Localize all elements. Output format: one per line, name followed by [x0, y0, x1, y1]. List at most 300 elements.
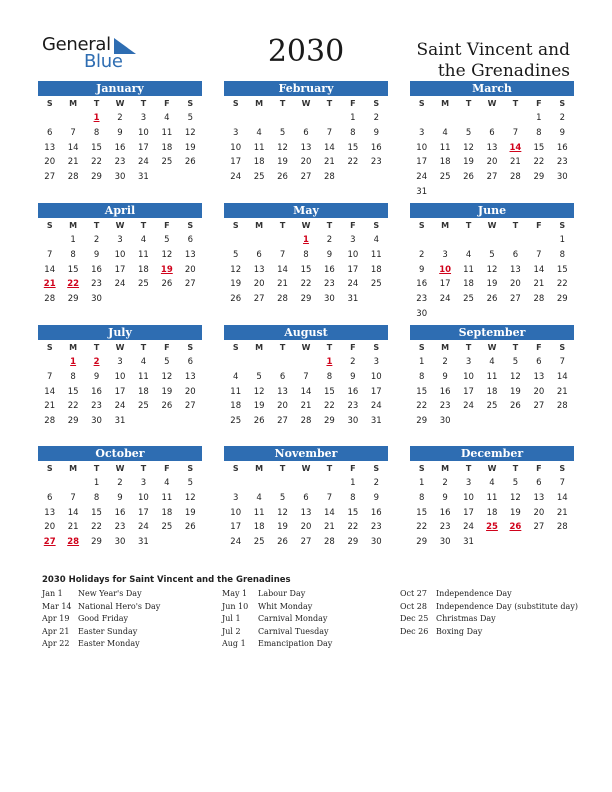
empty-day-cell — [457, 185, 480, 200]
empty-day-cell — [132, 292, 155, 307]
day-cell: 12 — [463, 142, 474, 153]
week-row — [38, 292, 202, 307]
day-cell: 18 — [486, 386, 498, 397]
holiday-date: Jul 1 — [222, 614, 241, 624]
weekday-label: F — [350, 221, 356, 230]
week-row — [410, 414, 574, 429]
day-cell: 7 — [326, 127, 333, 138]
day-cell: 6 — [512, 249, 519, 260]
day-cell: 23 — [347, 401, 359, 412]
empty-day-cell — [224, 476, 247, 491]
week-row — [38, 399, 202, 414]
day-cell: 15 — [300, 264, 312, 275]
weekday-label: T — [512, 99, 519, 108]
holiday-item — [42, 588, 212, 601]
day-cell: 7 — [303, 371, 309, 382]
day-cell: 29 — [533, 172, 545, 183]
day-cell: 6 — [303, 492, 309, 503]
empty-day-cell — [224, 355, 247, 370]
holiday-date: Oct 28 — [400, 601, 427, 611]
weekday-header-row — [410, 461, 574, 476]
day-cell: 11 — [439, 142, 451, 153]
day-cell: 6 — [47, 492, 53, 503]
day-cell: 24 — [230, 537, 242, 548]
day-cell: 9 — [93, 249, 100, 260]
day-cell: 1 — [350, 478, 356, 488]
day-cell: 17 — [230, 157, 242, 168]
weekday-label: T — [140, 343, 147, 352]
holiday-day-cell: 25 — [486, 522, 498, 533]
day-cell: 3 — [373, 357, 379, 367]
weekday-label: W — [487, 99, 497, 108]
day-cell: 3 — [233, 492, 239, 503]
day-cell: 12 — [510, 492, 521, 503]
empty-day-cell — [551, 185, 574, 200]
day-cell: 23 — [416, 294, 428, 305]
day-cell: 7 — [70, 492, 76, 503]
holiday-name: Emancipation Day — [258, 639, 333, 649]
day-cell: 20 — [44, 522, 56, 533]
week-row — [410, 155, 574, 170]
day-cell: 6 — [187, 357, 193, 367]
day-cell: 7 — [47, 249, 53, 260]
holiday-item — [400, 588, 582, 601]
empty-day-cell — [38, 476, 61, 491]
weekday-label: T — [465, 464, 472, 473]
week-row — [38, 520, 202, 535]
day-cell: 3 — [465, 357, 472, 367]
day-cell: 26 — [184, 522, 196, 533]
weekday-label: T — [140, 99, 147, 108]
weekday-header-row — [38, 96, 202, 111]
empty-day-cell — [527, 233, 550, 248]
week-row — [410, 111, 574, 126]
day-cell: 23 — [114, 522, 126, 533]
day-cell: 27 — [533, 522, 545, 533]
day-cell: 14 — [44, 386, 56, 397]
day-cell: 25 — [230, 416, 242, 427]
week-row — [224, 263, 388, 278]
holiday-date: Mar 14 — [42, 601, 72, 611]
day-cell: 18 — [463, 279, 474, 290]
empty-day-cell — [457, 307, 480, 322]
month-header: July — [38, 325, 202, 340]
day-cell: 4 — [373, 235, 379, 245]
day-cell: 10 — [114, 249, 126, 260]
holiday-list-title: 2030 Holidays for Saint Vincent and the Grenadines — [42, 575, 291, 585]
weekday-label: F — [536, 99, 542, 108]
holiday-item — [42, 638, 212, 651]
empty-day-cell — [155, 414, 178, 429]
day-cell: 2 — [419, 249, 425, 260]
day-cell: 8 — [93, 492, 100, 503]
week-row — [224, 535, 388, 550]
day-cell: 16 — [91, 264, 102, 275]
holiday-day-cell: 2 — [93, 357, 100, 367]
day-cell: 28 — [324, 172, 335, 183]
weekday-label: S — [418, 221, 425, 230]
day-cell: 18 — [161, 142, 173, 153]
weekday-label: T — [279, 343, 286, 352]
empty-day-cell — [271, 355, 294, 370]
day-cell: 21 — [44, 401, 56, 412]
day-cell: 30 — [439, 537, 451, 548]
day-cell: 23 — [370, 522, 382, 533]
week-row — [224, 385, 388, 400]
day-cell: 29 — [67, 416, 79, 427]
day-cell: 29 — [324, 416, 335, 427]
weekday-label: W — [487, 343, 497, 352]
day-cell: 13 — [300, 507, 312, 518]
day-cell: 4 — [489, 357, 495, 367]
empty-day-cell — [155, 535, 178, 550]
day-cell: 23 — [439, 401, 451, 412]
day-cell: 30 — [439, 416, 451, 427]
day-cell: 27 — [300, 172, 312, 183]
day-cell: 31 — [138, 537, 149, 548]
week-row — [38, 155, 202, 170]
weekday-label: S — [46, 343, 53, 352]
week-row — [224, 126, 388, 141]
day-cell: 8 — [559, 249, 565, 260]
day-cell: 7 — [279, 249, 286, 260]
day-cell: 20 — [486, 157, 498, 168]
day-cell: 12 — [510, 371, 521, 382]
day-cell: 24 — [138, 522, 149, 533]
empty-day-cell — [155, 292, 178, 307]
day-cell: 20 — [184, 386, 196, 397]
logo-text-blue: Blue — [84, 51, 123, 72]
empty-day-cell — [271, 111, 294, 126]
holiday-day-cell: 10 — [439, 264, 452, 275]
day-cell: 8 — [419, 492, 425, 503]
holiday-date: Apr 21 — [42, 626, 70, 636]
month-header: December — [410, 446, 574, 461]
weekday-header-row — [224, 218, 388, 233]
day-cell: 2 — [373, 478, 379, 488]
month-january — [38, 81, 202, 185]
day-cell: 6 — [47, 127, 53, 138]
day-cell: 12 — [277, 507, 288, 518]
week-row — [224, 399, 388, 414]
holiday-date: Apr 19 — [42, 614, 70, 624]
day-cell: 20 — [277, 401, 288, 412]
day-cell: 16 — [370, 507, 382, 518]
day-cell: 15 — [416, 386, 428, 397]
holiday-day-cell: 21 — [43, 279, 56, 290]
day-cell: 6 — [279, 371, 286, 382]
day-cell: 19 — [277, 522, 288, 533]
day-cell: 19 — [486, 279, 498, 290]
empty-day-cell — [271, 476, 294, 491]
week-row — [224, 277, 388, 292]
day-cell: 24 — [439, 294, 451, 305]
day-cell: 5 — [465, 127, 472, 138]
day-cell: 26 — [463, 172, 474, 183]
day-cell: 24 — [114, 279, 126, 290]
week-row — [410, 141, 574, 156]
holiday-name: New Year's Day — [78, 589, 142, 598]
empty-day-cell — [179, 170, 202, 185]
weekday-label: S — [187, 343, 194, 352]
day-cell: 12 — [230, 264, 242, 275]
empty-day-cell — [318, 476, 341, 491]
week-row — [38, 491, 202, 506]
day-cell: 4 — [256, 492, 262, 503]
weekday-label: S — [232, 464, 239, 473]
day-cell: 6 — [536, 357, 542, 367]
empty-day-cell — [38, 111, 61, 126]
day-cell: 27 — [184, 279, 196, 290]
day-cell: 26 — [161, 279, 173, 290]
weekday-label: F — [536, 221, 542, 230]
day-cell: 4 — [164, 478, 170, 488]
day-cell: 13 — [533, 371, 545, 382]
day-cell: 5 — [256, 371, 262, 382]
weekday-label: M — [441, 221, 450, 230]
weekday-header-row — [410, 218, 574, 233]
day-cell: 3 — [442, 249, 448, 260]
day-cell: 8 — [93, 127, 100, 138]
day-cell: 16 — [114, 142, 126, 153]
weekday-label: T — [465, 99, 472, 108]
empty-day-cell — [480, 233, 503, 248]
weekday-label: S — [418, 464, 425, 473]
day-cell: 29 — [556, 294, 568, 305]
day-cell: 19 — [510, 507, 521, 518]
day-cell: 10 — [230, 142, 242, 153]
week-row — [38, 414, 202, 429]
holiday-name: Christmas Day — [436, 614, 496, 624]
empty-day-cell — [504, 414, 527, 429]
day-cell: 4 — [233, 371, 239, 382]
day-cell: 19 — [184, 142, 196, 153]
day-cell: 21 — [533, 279, 545, 290]
empty-day-cell — [294, 476, 317, 491]
weekday-label: T — [326, 221, 333, 230]
day-cell: 31 — [370, 416, 382, 427]
day-cell: 6 — [256, 249, 262, 260]
empty-day-cell — [224, 233, 247, 248]
day-cell: 30 — [324, 294, 335, 305]
day-cell: 14 — [533, 264, 545, 275]
day-cell: 23 — [556, 157, 568, 168]
empty-day-cell — [480, 185, 503, 200]
day-cell: 14 — [67, 142, 79, 153]
month-august — [224, 325, 388, 429]
week-row — [38, 385, 202, 400]
month-march — [410, 81, 574, 200]
weekday-label: S — [232, 221, 239, 230]
empty-day-cell — [155, 170, 178, 185]
week-row — [38, 141, 202, 156]
day-cell: 28 — [324, 537, 335, 548]
day-cell: 18 — [439, 157, 451, 168]
holiday-day-cell: 1 — [70, 357, 77, 367]
holiday-day-cell: 26 — [509, 522, 522, 533]
month-february — [224, 81, 388, 185]
day-cell: 22 — [300, 279, 312, 290]
week-row — [224, 370, 388, 385]
day-cell: 24 — [370, 401, 382, 412]
day-cell: 15 — [556, 264, 568, 275]
empty-day-cell — [504, 535, 527, 550]
week-row — [224, 414, 388, 429]
weekday-label: S — [46, 221, 53, 230]
empty-day-cell — [247, 233, 270, 248]
weekday-label: M — [255, 343, 264, 352]
day-cell: 19 — [510, 386, 521, 397]
holiday-item — [222, 601, 392, 614]
day-cell: 6 — [536, 478, 542, 488]
day-cell: 18 — [486, 507, 498, 518]
day-cell: 13 — [533, 492, 545, 503]
day-cell: 19 — [161, 386, 173, 397]
day-cell: 21 — [277, 279, 288, 290]
weekday-header-row — [410, 340, 574, 355]
day-cell: 2 — [442, 478, 448, 488]
weekday-label: F — [536, 464, 542, 473]
day-cell: 8 — [419, 371, 425, 382]
empty-day-cell — [551, 307, 574, 322]
day-cell: 5 — [512, 478, 519, 488]
day-cell: 7 — [559, 357, 565, 367]
day-cell: 24 — [230, 172, 242, 183]
day-cell: 5 — [512, 357, 519, 367]
holiday-item — [42, 613, 212, 626]
day-cell: 17 — [370, 386, 382, 397]
weekday-label: T — [326, 464, 333, 473]
weekday-label: W — [487, 464, 497, 473]
day-cell: 5 — [279, 127, 286, 138]
day-cell: 13 — [510, 264, 521, 275]
day-cell: 5 — [279, 492, 286, 503]
day-cell: 12 — [184, 492, 196, 503]
day-cell: 11 — [253, 142, 265, 153]
empty-day-cell — [527, 414, 550, 429]
holiday-item — [222, 626, 392, 639]
day-cell: 13 — [184, 249, 196, 260]
holiday-day-cell: 1 — [326, 357, 333, 367]
month-header: May — [224, 203, 388, 218]
day-cell: 9 — [442, 371, 448, 382]
holiday-name: Labour Day — [258, 589, 306, 598]
day-cell: 25 — [138, 279, 149, 290]
day-cell: 9 — [350, 371, 356, 382]
day-cell: 19 — [230, 279, 242, 290]
day-cell: 2 — [442, 357, 448, 367]
week-row — [410, 355, 574, 370]
weekday-label: T — [326, 343, 333, 352]
weekday-label: S — [187, 99, 194, 108]
day-cell: 9 — [373, 492, 379, 503]
holiday-day-cell: 1 — [303, 235, 309, 245]
empty-day-cell — [504, 111, 527, 126]
empty-day-cell — [504, 307, 527, 322]
day-cell: 2 — [117, 113, 123, 123]
week-row — [410, 292, 574, 307]
holiday-columns — [42, 588, 582, 658]
day-cell: 17 — [230, 522, 242, 533]
day-cell: 25 — [253, 537, 265, 548]
day-cell: 31 — [114, 416, 126, 427]
day-cell: 21 — [556, 386, 568, 397]
day-cell: 14 — [556, 371, 568, 382]
day-cell: 23 — [370, 157, 382, 168]
day-cell: 1 — [93, 478, 100, 488]
day-cell: 10 — [463, 371, 474, 382]
holiday-name: Independence Day — [436, 589, 512, 598]
day-cell: 31 — [416, 186, 428, 197]
day-cell: 16 — [416, 279, 428, 290]
day-cell: 20 — [533, 507, 545, 518]
holiday-item — [42, 626, 212, 639]
empty-day-cell — [38, 355, 61, 370]
day-cell: 21 — [67, 522, 79, 533]
day-cell: 4 — [465, 249, 472, 260]
day-cell: 19 — [277, 157, 288, 168]
weekday-label: S — [559, 221, 566, 230]
day-cell: 9 — [93, 371, 100, 382]
day-cell: 9 — [419, 264, 425, 275]
day-cell: 1 — [350, 113, 356, 123]
weekday-label: T — [512, 343, 519, 352]
day-cell: 26 — [161, 401, 173, 412]
day-cell: 22 — [91, 157, 102, 168]
day-cell: 5 — [233, 249, 239, 260]
day-cell: 1 — [419, 357, 425, 367]
holiday-item — [400, 626, 582, 639]
day-cell: 4 — [256, 127, 262, 138]
week-row — [410, 233, 574, 248]
weekday-label: T — [140, 464, 147, 473]
day-cell: 25 — [138, 401, 149, 412]
day-cell: 28 — [300, 416, 312, 427]
weekday-label: S — [232, 99, 239, 108]
week-row — [224, 476, 388, 491]
week-row — [410, 126, 574, 141]
day-cell: 17 — [138, 142, 149, 153]
day-cell: 20 — [510, 279, 521, 290]
day-cell: 16 — [114, 507, 126, 518]
empty-day-cell — [365, 170, 388, 185]
day-cell: 22 — [91, 522, 102, 533]
day-cell: 25 — [439, 172, 451, 183]
day-cell: 31 — [347, 294, 359, 305]
day-cell: 5 — [164, 235, 170, 245]
empty-day-cell — [247, 111, 270, 126]
day-cell: 11 — [230, 386, 242, 397]
day-cell: 21 — [510, 157, 521, 168]
day-cell: 5 — [187, 478, 193, 488]
day-cell: 30 — [91, 416, 102, 427]
weekday-label: S — [373, 99, 380, 108]
day-cell: 11 — [486, 371, 498, 382]
day-cell: 11 — [486, 492, 498, 503]
day-cell: 17 — [114, 264, 126, 275]
weekday-label: S — [46, 464, 53, 473]
week-row — [224, 292, 388, 307]
week-row — [410, 385, 574, 400]
day-cell: 20 — [533, 386, 545, 397]
holiday-item — [222, 638, 392, 651]
day-cell: 23 — [439, 522, 451, 533]
day-cell: 10 — [463, 492, 474, 503]
day-cell: 6 — [303, 127, 309, 138]
weekday-label: S — [418, 343, 425, 352]
day-cell: 2 — [117, 478, 123, 488]
day-cell: 22 — [416, 401, 428, 412]
